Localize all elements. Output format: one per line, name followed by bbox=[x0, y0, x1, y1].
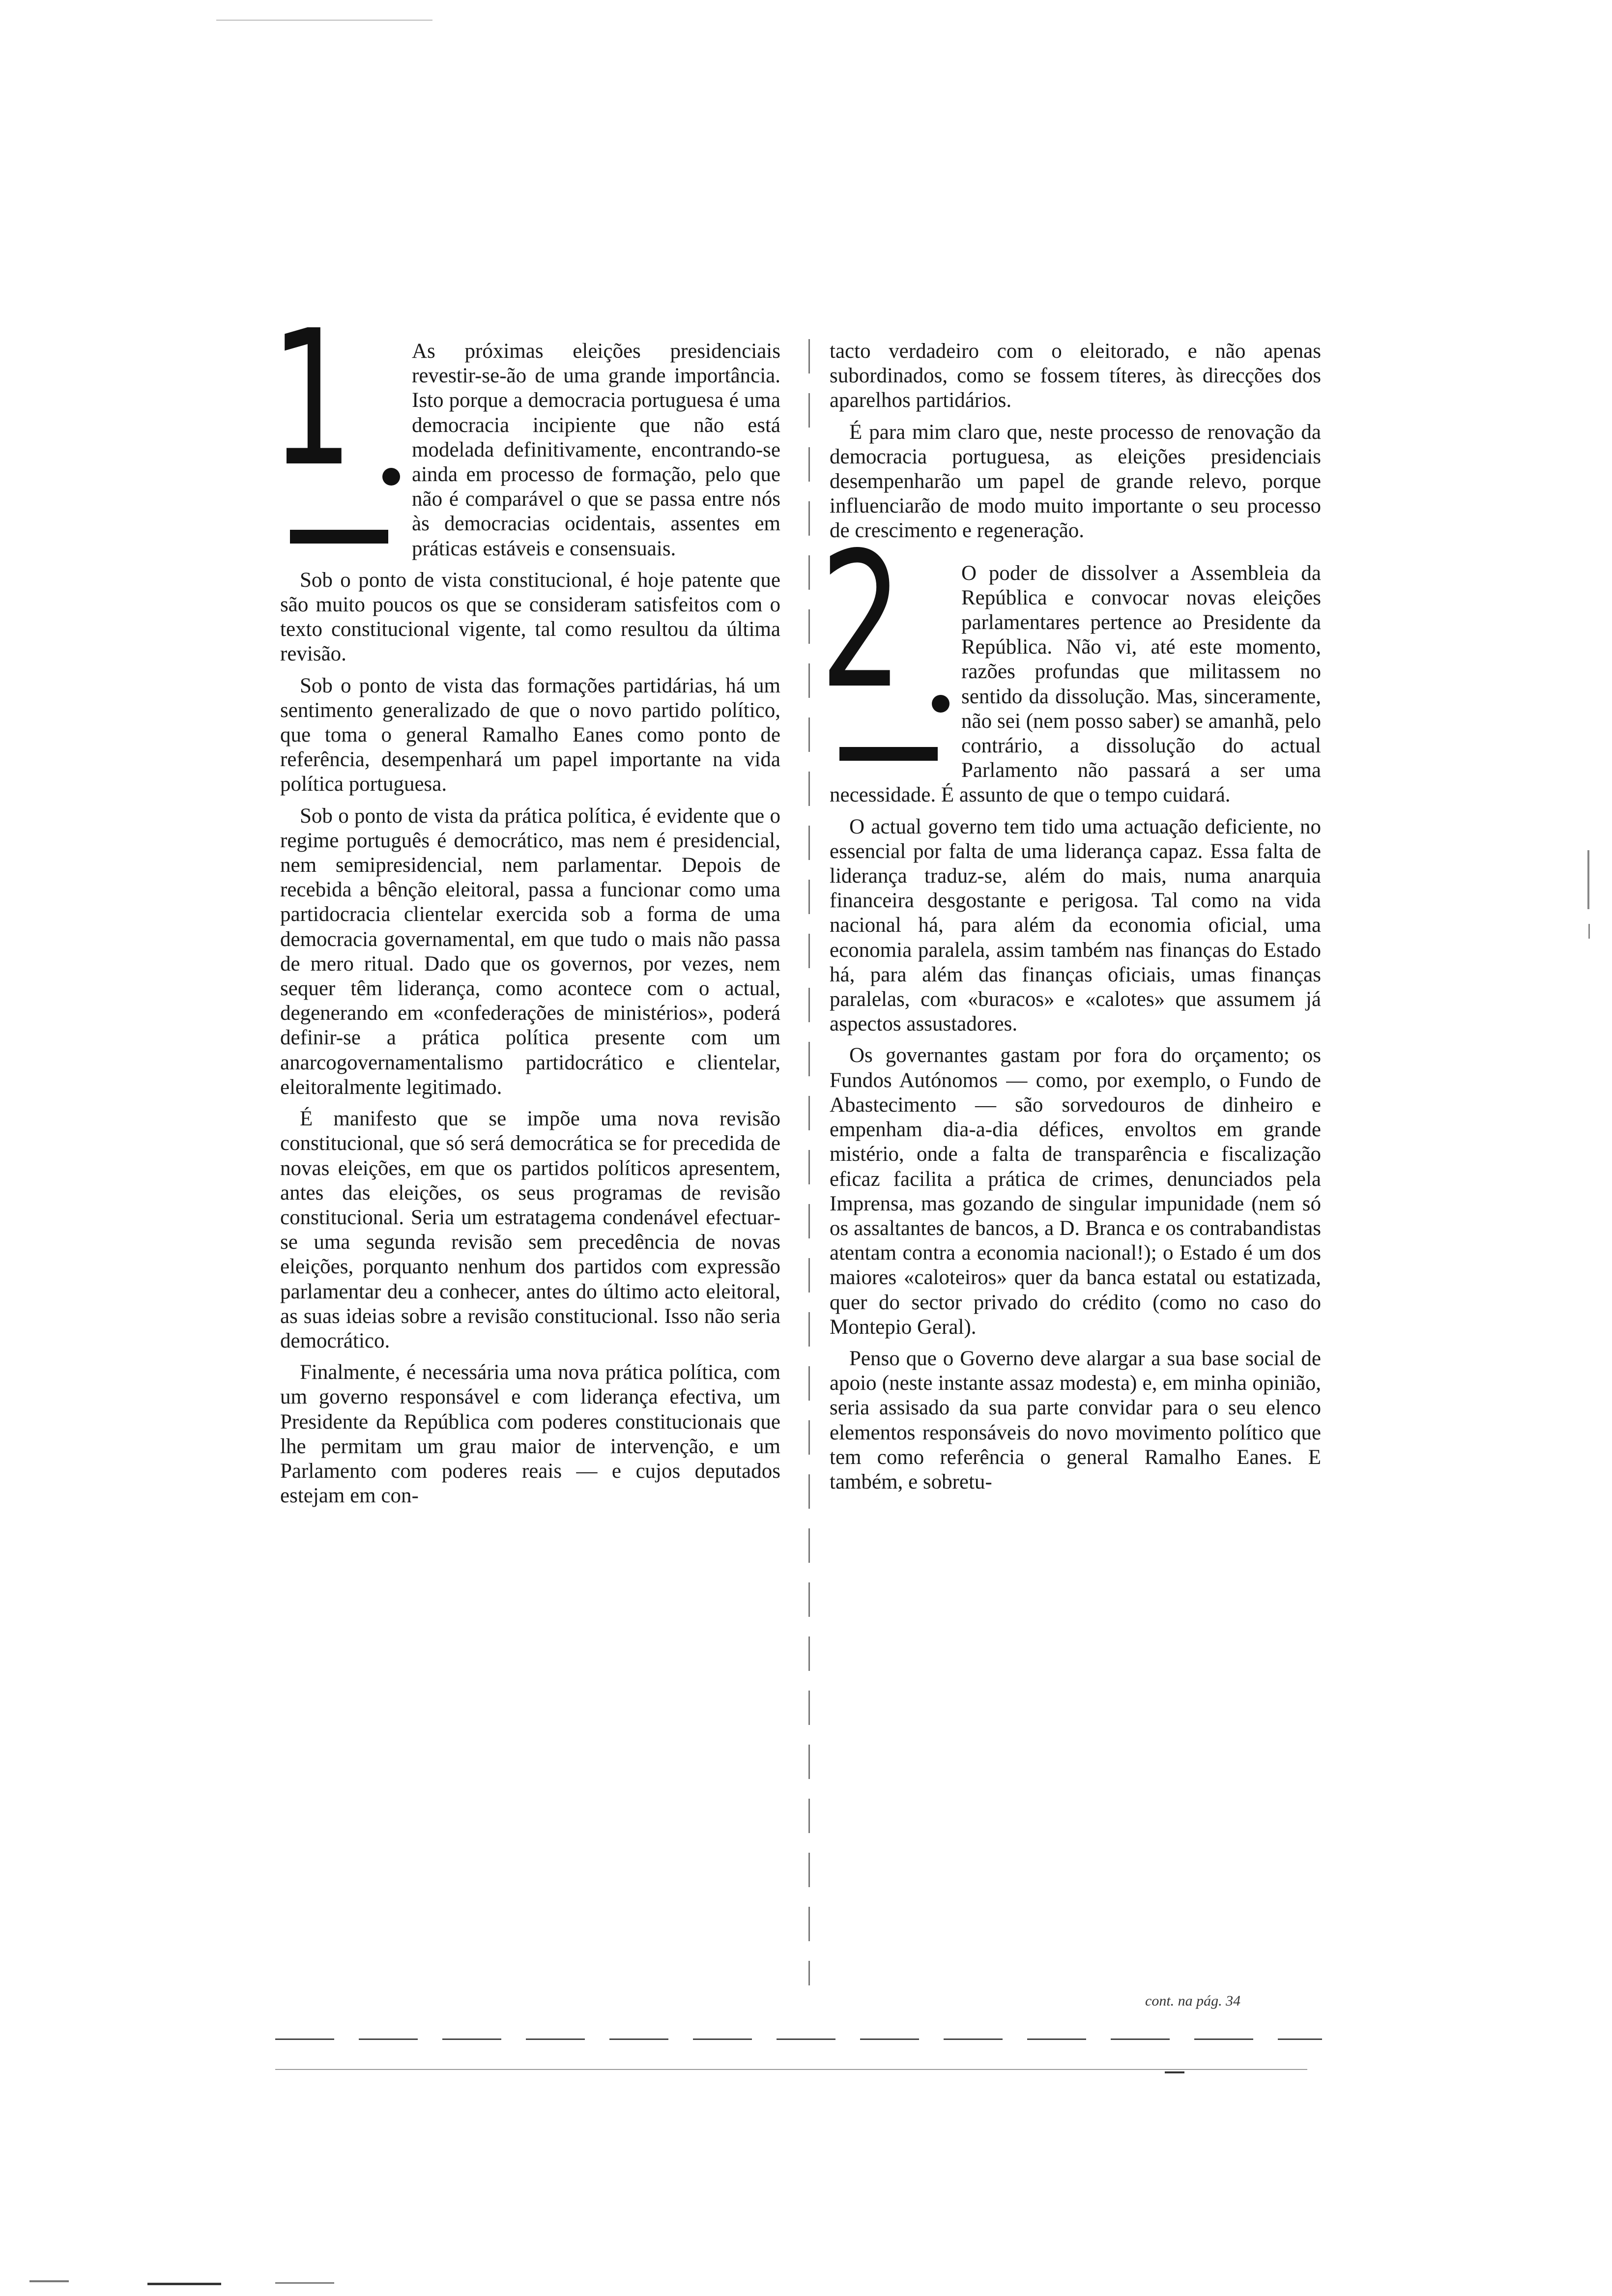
section-1-numeral bbox=[270, 290, 408, 546]
section-2-numeral bbox=[820, 512, 957, 764]
scan-mark bbox=[1587, 850, 1589, 909]
paragraph: Sob o ponto de vista constitucional, é hoje patente que são muito poucos os que se consideram satisfeitos com o texto constitucional vigente, tal como resultou da última revisão. bbox=[280, 568, 780, 666]
bottom-rule-2 bbox=[275, 2069, 1307, 2070]
right-column bbox=[820, 339, 1321, 1494]
top-rule bbox=[216, 20, 432, 21]
paragraph: Os governantes gastam por fora do orçamento; os Fundos Autónomos — como, por exemplo, o Fundo de Abastecimento — são sorvedouros de dinheiro e empenham dia-a-dia défices, envoltos em grande mistério, onde a falta de transparência e fiscalização eficaz facilita a prática de crimes, denunciados pela Imprensa, mas gozando de singular impunidade (nem só os assaltantes de bancos, a D. Branca e os contrabandistas atentam contra a economia nacional!); o Estado é um dos maiores «caloteiros» quer da banca estatal ou estatizada, quer do sector privado do crédito (como no caso do Montepio Geral). bbox=[830, 1044, 1321, 1339]
numeral-dot bbox=[932, 695, 950, 713]
paragraph: É manifesto que se impõe uma nova revisão constitucional, que só será democrática se for precedida de novas eleições, em que os partidos políticos apresentem, antes das eleições, os seus programas de revisão constitucional. Seria um estratagema condenável efectuar-se uma segunda revisão sem precedência de novas eleições, porquanto nenhum dos partidos com expressão parlamentar deu a conhecer, antes do último acto eleitoral, as suas ideias sobre a revisão constitucional. Isso não seria democrático. bbox=[280, 1107, 780, 1352]
paragraph: Sob o ponto de vista das formações partidárias, há um sentimento generalizado de que o novo partido político, que toma o general Ramalho Eanes como ponto de referência, desempenhará um papel importante na vida política portuguesa. bbox=[280, 674, 780, 796]
scan-mark bbox=[29, 2280, 69, 2282]
numeral-1: 1 bbox=[270, 290, 354, 508]
scan-mark bbox=[1588, 924, 1590, 939]
continuation-note: cont. na pág. 34 bbox=[1145, 1993, 1241, 2009]
numeral-bar bbox=[290, 530, 388, 544]
column-divider bbox=[808, 339, 810, 1985]
scan-mark bbox=[275, 2282, 334, 2284]
numeral-2: 2 bbox=[820, 512, 903, 730]
paragraph: tacto verdadeiro com o eleitorado, e não apenas subordinados, como se fossem títeres, às direcções dos aparelhos partidários. bbox=[830, 340, 1321, 412]
paragraph: Sob o ponto de vista da prática política, é evidente que o regime português é democrático, mas nem é presidencial, nem semipresidencial, nem parlamentar. Depois de recebida a bênção eleitoral, passa a funcionar como uma partidocracia clientelar exercida sob a forma de uma democracia governamental, em que tudo o mais não passa de mero ritual. Dado que os governos, por vezes, nem sequer têm liderança, como acontece com o actual, degenerando em «confederações de ministérios», poderá definir-se a prática política presente com um anarcogovernamentalismo partidocrático e clientelar, eleitoralmente legitimado. bbox=[280, 804, 780, 1099]
scan-mark bbox=[1165, 2071, 1184, 2073]
paragraph: O actual governo tem tido uma actuação deficiente, no essencial por falta de uma liderança capaz. Essa falta de liderança traduz-se, além do mais, numa anarquia financeira desgostante e perigosa. Tal como na vida nacional há, para além da economia oficial, uma economia paralela, assim também nas finanças do Estado há, para além das finanças oficiais, umas finanças paralelas, com «buracos» e «calotes» que assumem já aspectos assustadores. bbox=[830, 815, 1321, 1036]
scan-mark bbox=[147, 2283, 221, 2285]
numeral-bar bbox=[839, 747, 938, 761]
bottom-rule bbox=[275, 2038, 1322, 2040]
paragraph: Finalmente, é necessária uma nova prática política, com um governo responsável e com liderança efectiva, um Presidente da República com poderes constitucionais que lhe permitam um grau maior de intervenção, e um Parlamento com poderes reais — e cujos deputados estejam em con- bbox=[280, 1361, 780, 1508]
paragraph: É para mim claro que, neste processo de renovação da democracia portuguesa, as eleições presidenciais desempenharão um papel de grande relevo, porque influenciarão de modo muito importante o seu processo de crescimento e regeneração. bbox=[830, 420, 1321, 543]
paragraph: O poder de dissolver a Assembleia da República e convocar novas eleições parlamentares pertence ao Presidente da República. Não vi, até este momento, razões profundas que militassem no sentido da dissolução. Mas, sinceramente, não sei (nem posso saber) se amanhã, pelo contrário, a dissolução do actual Parlamento não passará a ser uma necessidade. É assunto de que o tempo cuidará. bbox=[830, 561, 1321, 807]
left-column bbox=[270, 290, 780, 1508]
paragraph: Penso que o Governo deve alargar a sua base social de apoio (neste instante assaz modesta) e, em minha opinião, seria assisado da sua parte convidar para o seu elenco elementos responsáveis do novo movimento político que tem como referência o general Ramalho Eanes. E também, e sobretu- bbox=[830, 1347, 1321, 1493]
paragraph: As próximas eleições presidenciais revestir-se-ão de uma grande importância. Isto porque a democracia portuguesa é uma democracia incipiente que não está modelada definitivamente, encontrando-se ainda em processo de formação, pelo que não é comparável o que se passa entre nós às democracias ocidentais, assentes em práticas estáveis e consensuais. bbox=[412, 340, 780, 560]
numeral-dot bbox=[382, 468, 400, 486]
